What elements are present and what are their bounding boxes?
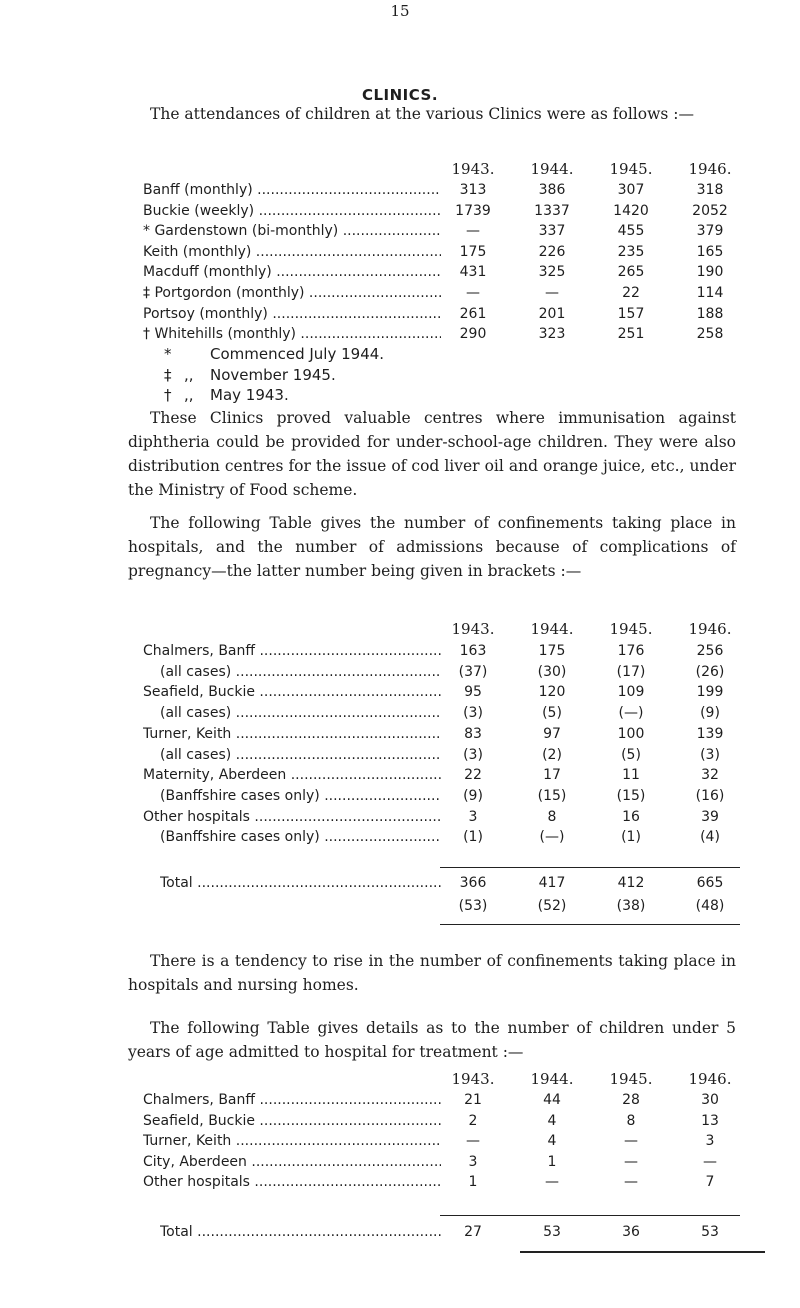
cell-value: 1739 <box>455 202 491 219</box>
cell-value: 2052 <box>692 202 728 219</box>
footnote-ditto: ,, <box>184 386 194 404</box>
cell-value: 83 <box>464 725 482 742</box>
cell-value: 379 <box>696 223 724 240</box>
cell-value: (15) <box>616 787 646 804</box>
cell-value: — <box>624 1133 638 1149</box>
row-label: Keith (monthly) ..... <box>143 244 441 260</box>
cell-value: — <box>466 285 480 301</box>
total-brackets-row <box>0 898 800 920</box>
cell-value: 4 <box>547 1112 557 1129</box>
cell-value: 1420 <box>613 202 649 219</box>
year-header: 1944. <box>530 1070 574 1088</box>
cell-value: 21 <box>464 1092 482 1108</box>
total-row <box>0 875 800 897</box>
row-label: Macduff (monthly) ..... <box>143 264 441 280</box>
table-row <box>0 1092 800 1114</box>
cell-value: 175 <box>459 243 487 260</box>
table-row <box>0 1174 800 1196</box>
table-row <box>0 747 800 769</box>
year-header: 1944. <box>530 620 574 638</box>
cell-value: 157 <box>617 305 645 322</box>
cell-value: (3) <box>463 746 483 763</box>
cell-value: (15) <box>537 787 567 804</box>
table-row <box>0 1133 800 1155</box>
year-header: 1946. <box>688 620 732 638</box>
row-label: Total ..... <box>160 875 441 891</box>
row-label: Other hospitals ..... <box>143 1174 441 1190</box>
table-row <box>0 829 800 851</box>
cell-value: (3) <box>463 705 483 722</box>
cell-value: 318 <box>696 182 724 198</box>
tendency-text: There is a tendency to rise in the number of confinements taking place in hospitals and nursing homes. <box>128 952 736 994</box>
cell-value: 313 <box>459 182 487 198</box>
cell-value: 39 <box>701 808 719 825</box>
cell-value: 1 <box>468 1174 478 1190</box>
footnote-mark: † <box>164 386 172 404</box>
year-header: 1943. <box>451 620 495 638</box>
cell-value: 412 <box>617 875 645 891</box>
cell-value: 44 <box>543 1092 561 1108</box>
cell-value: 235 <box>617 243 645 260</box>
cell-value: 3 <box>468 1153 478 1170</box>
table-row <box>0 182 800 204</box>
table-row <box>0 326 800 348</box>
clinics-paragraph <box>128 406 736 502</box>
cell-value: — <box>545 285 559 301</box>
table-row <box>0 664 800 686</box>
cell-value: 27 <box>464 1224 482 1240</box>
table-row <box>0 244 800 266</box>
row-label: Banff (monthly) ..... <box>143 182 441 198</box>
cell-value: 2 <box>468 1112 478 1129</box>
year-header: 1945. <box>609 1070 653 1088</box>
cell-value: 251 <box>617 326 645 343</box>
cell-value: 417 <box>538 875 566 891</box>
cell-value: — <box>624 1153 638 1170</box>
table-row <box>0 643 800 665</box>
cell-value: 325 <box>538 264 566 281</box>
row-label: (all cases) ..... <box>160 747 441 763</box>
footnote <box>164 345 384 363</box>
cell-value: (2) <box>542 746 562 763</box>
cell-value: 226 <box>538 243 566 260</box>
cell-value: (53) <box>458 898 488 914</box>
row-label: Buckie (weekly) ..... <box>143 203 441 219</box>
intro-paragraph <box>128 102 736 126</box>
footnote-text: November 1945. <box>210 366 336 384</box>
cell-value: (17) <box>616 663 646 680</box>
row-label: Maternity, Aberdeen ..... <box>143 767 441 783</box>
cell-value: 30 <box>701 1092 719 1108</box>
year-header: 1945. <box>609 160 653 178</box>
table-row <box>0 1154 800 1176</box>
cell-value: 22 <box>622 285 640 301</box>
cell-value: — <box>703 1153 717 1170</box>
cell-value: (26) <box>695 663 725 680</box>
table-row <box>0 809 800 831</box>
cell-value: (4) <box>700 829 720 846</box>
cell-value: 13 <box>701 1112 719 1129</box>
cell-value: 32 <box>701 767 719 784</box>
cell-value: 290 <box>459 326 487 343</box>
table-row <box>0 788 800 810</box>
cell-value: 665 <box>696 875 724 891</box>
table-row <box>0 705 800 727</box>
cell-value: 16 <box>622 808 640 825</box>
row-label: Portsoy (monthly) ..... <box>143 306 441 322</box>
table-rule <box>440 1215 740 1216</box>
cell-value: (5) <box>542 705 562 722</box>
cell-value: 120 <box>538 684 566 701</box>
cell-value: — <box>466 1133 480 1149</box>
cell-value: 4 <box>547 1133 557 1149</box>
cell-value: 7 <box>705 1174 715 1190</box>
page-number: 15 <box>390 2 410 20</box>
cell-value: (—) <box>618 705 644 722</box>
cell-value: (30) <box>537 663 567 680</box>
cell-value: 109 <box>617 684 645 701</box>
cell-value: 3 <box>705 1133 715 1149</box>
cell-value: 163 <box>459 643 487 659</box>
row-label: Chalmers, Banff ..... <box>143 1092 441 1108</box>
table-row <box>0 306 800 328</box>
cell-value: 188 <box>696 305 724 322</box>
year-header: 1946. <box>688 160 732 178</box>
intro-text: The attendances of children at the various Clinics were as follows :— <box>150 105 694 123</box>
row-label: Total ..... <box>160 1224 441 1240</box>
footnote-text: May 1943. <box>210 386 289 404</box>
cell-value: (16) <box>695 787 725 804</box>
row-label: Other hospitals ..... <box>143 809 441 825</box>
table-row <box>0 264 800 286</box>
row-label: (all cases) ..... <box>160 664 441 680</box>
cell-value: (—) <box>539 829 565 846</box>
table-header-row <box>0 620 800 642</box>
footnote-mark: ‡ <box>164 366 172 384</box>
table-rule <box>440 924 740 925</box>
table-header-row <box>0 160 800 182</box>
footnote-text: Commenced July 1944. <box>210 345 385 363</box>
clinics-text: These Clinics proved valuable centres where immunisation against diphtheria could be provided for under-school-age children. They were also distribution centres for the issue of cod liver oil and orange juice, etc., under the Ministry of Food scheme. <box>128 409 736 499</box>
tendency-paragraph <box>128 949 736 997</box>
cell-value: 53 <box>543 1224 561 1240</box>
footnote-ditto: ,, <box>184 366 194 384</box>
row-label: Turner, Keith ..... <box>143 726 441 742</box>
table-row <box>0 767 800 789</box>
cell-value: 337 <box>538 223 566 240</box>
cell-value: 307 <box>617 182 645 198</box>
table-row <box>0 726 800 748</box>
cell-value: 366 <box>459 875 487 891</box>
cell-value: 199 <box>696 684 724 701</box>
cell-value: 261 <box>459 305 487 322</box>
row-label: Seafield, Buckie ..... <box>143 684 441 700</box>
footnote <box>164 386 289 404</box>
footnote <box>164 366 336 384</box>
children-intro-text: The following Table gives details as to the number of children under 5 years of age admitted to hospital for treatment :— <box>128 1019 736 1061</box>
section-heading: CLINICS. <box>361 86 439 104</box>
cell-value: — <box>466 223 480 240</box>
row-label: (Banffshire cases only) ..... <box>160 788 441 804</box>
cell-value: 175 <box>538 643 566 659</box>
table-header-row <box>0 1070 800 1092</box>
cell-value: 455 <box>617 223 645 240</box>
cell-value: 114 <box>696 285 724 301</box>
cell-value: 323 <box>538 326 566 343</box>
row-label: Seafield, Buckie ..... <box>143 1113 441 1129</box>
cell-value: (9) <box>463 787 483 804</box>
year-header: 1946. <box>688 1070 732 1088</box>
cell-value: 190 <box>696 264 724 281</box>
cell-value: (9) <box>700 705 720 722</box>
cell-value: (1) <box>463 829 483 846</box>
year-header: 1943. <box>451 160 495 178</box>
row-label: (all cases) ..... <box>160 705 441 721</box>
table-row <box>0 285 800 307</box>
footnote-mark: * <box>164 345 172 363</box>
cell-value: 36 <box>622 1224 640 1240</box>
row-label: City, Aberdeen ..... <box>143 1154 441 1170</box>
year-header: 1945. <box>609 620 653 638</box>
table-rule <box>520 1251 765 1253</box>
row-label: Turner, Keith ..... <box>143 1133 441 1149</box>
cell-value: 8 <box>626 1112 636 1129</box>
cell-value: 17 <box>543 767 561 784</box>
row-label: † Whitehills (monthly) ..... <box>143 326 441 342</box>
cell-value: 22 <box>464 767 482 784</box>
cell-value: 165 <box>696 243 724 260</box>
cell-value: 100 <box>617 725 645 742</box>
year-header: 1944. <box>530 160 574 178</box>
cell-value: 256 <box>696 643 724 659</box>
cell-value: 97 <box>543 725 561 742</box>
cell-value: 431 <box>459 264 487 281</box>
cell-value: 8 <box>547 808 557 825</box>
cell-value: (3) <box>700 746 720 763</box>
cell-value: 176 <box>617 643 645 659</box>
cell-value: 1 <box>547 1153 557 1170</box>
cell-value: 1337 <box>534 202 570 219</box>
cell-value: (38) <box>616 898 646 914</box>
cell-value: 139 <box>696 725 724 742</box>
children-intro-paragraph <box>128 1016 736 1064</box>
row-label: Chalmers, Banff ..... <box>143 643 441 659</box>
table-rule <box>440 867 740 868</box>
confinements-intro-text: The following Table gives the number of confinements taking place in hospitals, and the number of admissions because of complications of pregnancy—the latter number being given in brackets :— <box>128 514 736 580</box>
row-label: * Gardenstown (bi-monthly) ..... <box>143 223 441 239</box>
cell-value: 3 <box>468 808 478 825</box>
cell-value: (1) <box>621 829 641 846</box>
cell-value: — <box>624 1174 638 1190</box>
cell-value: (37) <box>458 663 488 680</box>
cell-value: 265 <box>617 264 645 281</box>
cell-value: 28 <box>622 1092 640 1108</box>
cell-value: — <box>545 1174 559 1190</box>
cell-value: 11 <box>622 767 640 784</box>
cell-value: 53 <box>701 1224 719 1240</box>
row-label: ‡ Portgordon (monthly) ..... <box>143 285 441 301</box>
cell-value: 386 <box>538 182 566 198</box>
cell-value: (48) <box>695 898 725 914</box>
table-row <box>0 203 800 225</box>
cell-value: (5) <box>621 746 641 763</box>
confinements-intro-paragraph <box>128 511 736 583</box>
table-row <box>0 1113 800 1135</box>
cell-value: 95 <box>464 684 482 701</box>
cell-value: 258 <box>696 326 724 343</box>
cell-value: (52) <box>537 898 567 914</box>
table-row <box>0 684 800 706</box>
table-row <box>0 223 800 245</box>
year-header: 1943. <box>451 1070 495 1088</box>
cell-value: 201 <box>538 305 566 322</box>
total-row <box>0 1224 800 1246</box>
row-label: (Banffshire cases only) ..... <box>160 829 441 845</box>
